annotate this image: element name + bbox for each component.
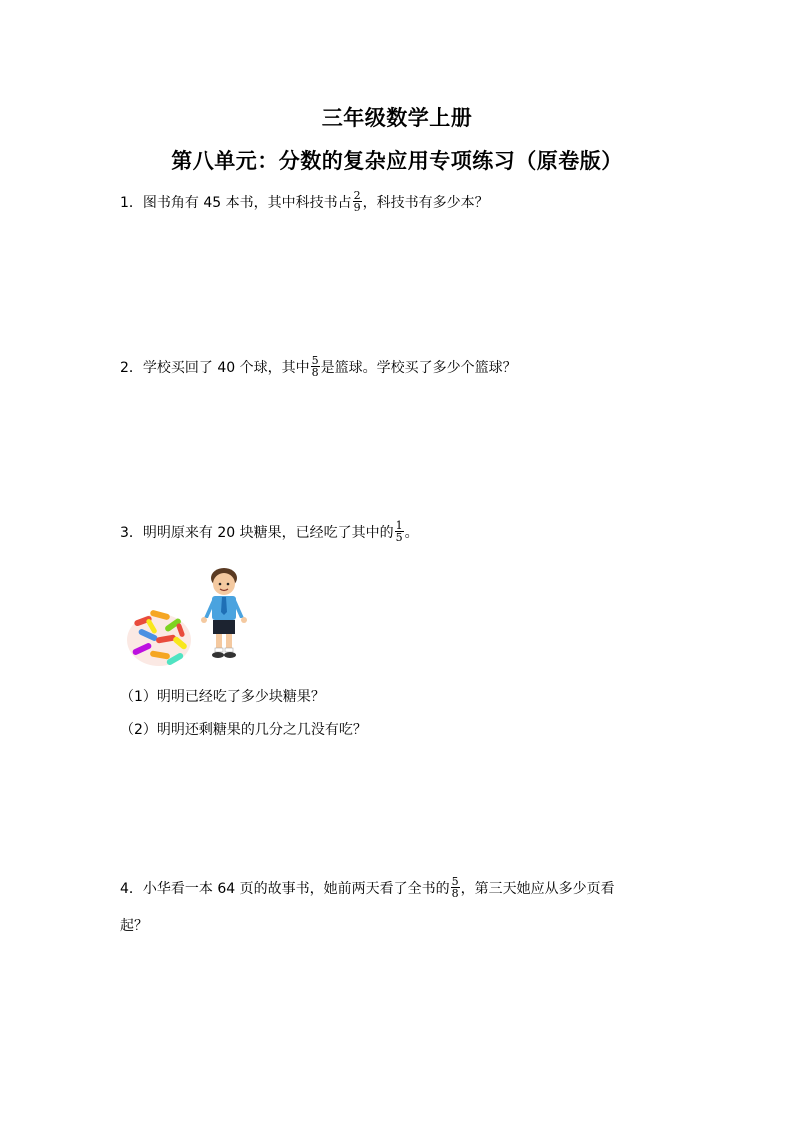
question-3-sub-2: （2）明明还剩糖果的几分之几没有吃？ bbox=[120, 722, 367, 738]
question-2-text-before: 2．学校买回了 40 个球，其中 bbox=[120, 359, 310, 376]
question-4-text-after: ，第三天她应从多少页看 bbox=[460, 880, 615, 897]
fraction bbox=[311, 355, 320, 378]
fraction-denominator: 5 bbox=[395, 531, 403, 544]
fraction-denominator: 9 bbox=[353, 201, 361, 214]
fraction-numerator: 5 bbox=[451, 875, 459, 888]
question-4-continuation: 起？ bbox=[120, 918, 148, 934]
illustration bbox=[124, 560, 264, 670]
question-2 bbox=[120, 355, 517, 378]
question-2-text-after: 是篮球。学校买了多少个篮球？ bbox=[320, 359, 517, 376]
fraction bbox=[353, 190, 362, 213]
fraction-numerator: 5 bbox=[311, 354, 319, 367]
question-3-text-after: 。 bbox=[404, 524, 419, 541]
question-1-text-after: ，科技书有多少本？ bbox=[362, 194, 489, 211]
fraction-numerator: 2 bbox=[353, 189, 361, 202]
question-4 bbox=[120, 876, 615, 899]
page-title: 三年级数学上册 bbox=[321, 106, 473, 130]
fraction bbox=[451, 876, 460, 899]
question-3 bbox=[120, 520, 419, 543]
candy-pile-icon bbox=[127, 610, 191, 667]
page-subtitle: 第八单元：分数的复杂应用专项练习（原卷版） bbox=[171, 149, 623, 173]
question-4-text-before: 4．小华看一本 64 页的故事书，她前两天看了全书的 bbox=[120, 880, 450, 897]
boy-icon bbox=[201, 568, 247, 658]
fraction-numerator: 1 bbox=[395, 519, 403, 532]
question-1 bbox=[120, 190, 489, 213]
question-3-text-before: 3．明明原来有 20 块糖果，已经吃了其中的 bbox=[120, 524, 394, 541]
fraction-denominator: 8 bbox=[311, 366, 319, 379]
question-3-sub-1: （1）明明已经吃了多少块糖果？ bbox=[120, 689, 325, 705]
question-1-text-before: 1．图书角有 45 本书，其中科技书占 bbox=[120, 194, 352, 211]
fraction bbox=[395, 520, 404, 543]
fraction-denominator: 8 bbox=[451, 887, 459, 900]
